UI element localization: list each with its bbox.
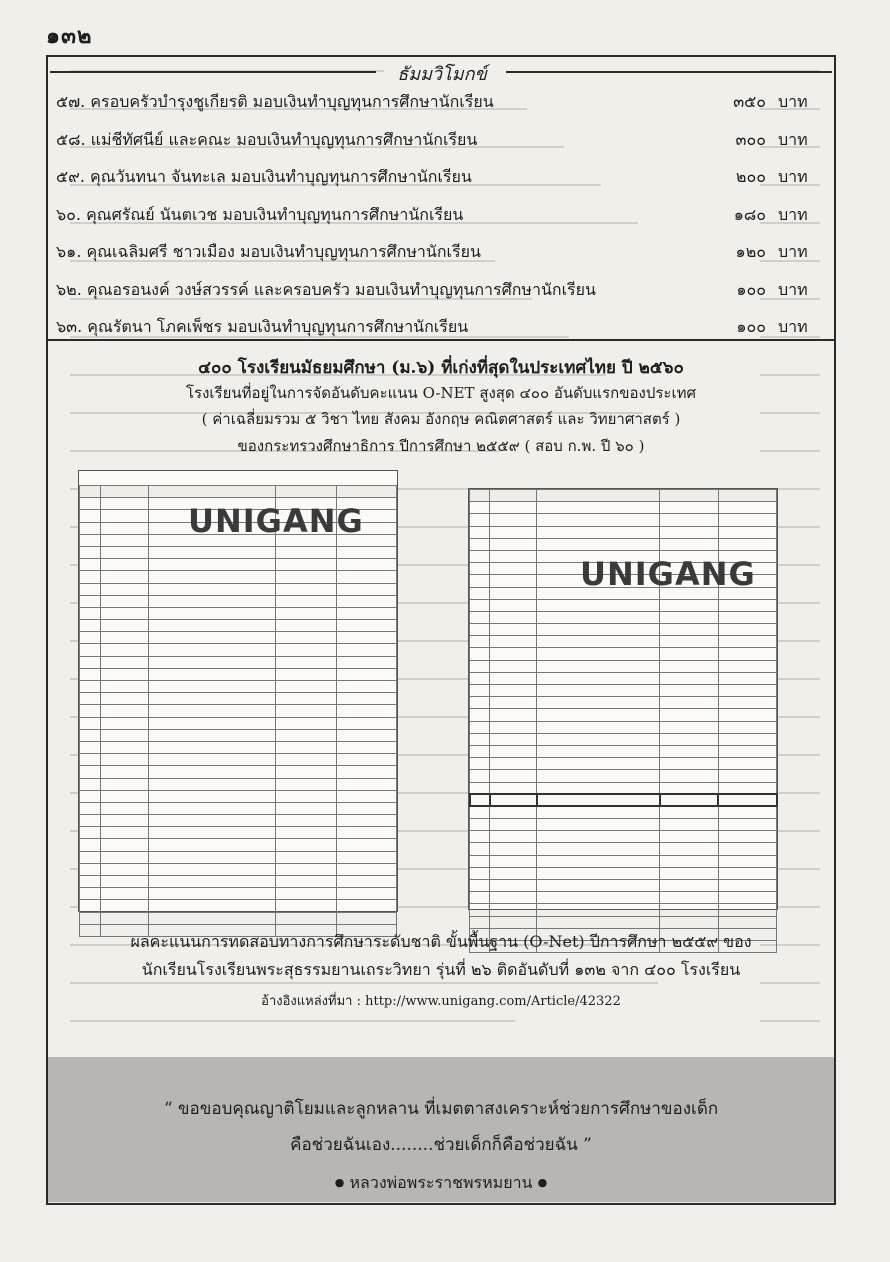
table-row — [80, 717, 397, 729]
table-row — [80, 802, 397, 814]
table-row — [470, 514, 777, 526]
ranking-heading: ๔๐๐ โรงเรียนมัธยมศึกษา (ม.๖) ที่เก่งที่สุดในประเทศไทย ปี ๒๕๖๐ — [198, 358, 684, 378]
table-row — [80, 607, 397, 619]
currency-unit: บาท — [778, 317, 808, 336]
donor-row — [56, 274, 816, 304]
table-row — [470, 770, 777, 782]
table-row — [470, 794, 777, 806]
table-row — [470, 819, 777, 831]
currency-unit: บาท — [778, 279, 808, 299]
table-row — [80, 888, 397, 900]
table-row — [80, 693, 397, 705]
table-row — [470, 502, 777, 514]
table-row — [470, 904, 777, 916]
table-row — [80, 900, 397, 912]
donor-text: ๕๙. คุณวันทนา จันทะเล มอบเงินทำบุญทุนการศึกษานักเรียน — [56, 167, 472, 186]
table-row — [80, 766, 397, 778]
table-row — [470, 782, 777, 794]
table-row — [470, 843, 777, 855]
table-row — [470, 855, 777, 867]
table-row — [470, 611, 777, 623]
donor-text: ๖๑. คุณเฉลิมศรี ชาวเมือง มอบเงินทำบุญทุนการศึกษานักเรียน — [56, 242, 481, 261]
quote-attribution — [48, 1171, 834, 1196]
table-row — [80, 790, 397, 802]
table-row — [80, 912, 397, 924]
result-line-2: นักเรียนโรงเรียนพระสุธรรมยานเถระวิทยา รุ่นที่ ๒๖ ติดอันดับที่ ๑๓๒ จาก ๔๐๐ โรงเรียน — [141, 960, 741, 979]
table-row — [470, 672, 777, 684]
donation-amount: ๑๘๐ — [733, 204, 766, 224]
table-row — [470, 685, 777, 697]
table-row — [470, 880, 777, 892]
donor-text: ๖๓. คุณรัตนา โภคเพ็ชร มอบเงินทำบุญทุนการศึกษานักเรียน — [56, 317, 469, 336]
table-row — [80, 705, 397, 717]
table-row — [470, 867, 777, 879]
table-row — [80, 741, 397, 753]
table-row — [470, 916, 777, 928]
ranking-source-year: ของกระทรวงศึกษาธิการ ปีการศึกษา ๒๕๕๙ ( สอบ ก.พ. ปี ๖๐ ) — [237, 437, 645, 455]
donor-row — [56, 124, 816, 154]
currency-unit: บาท — [778, 92, 808, 111]
donation-amount: ๑๒๐ — [735, 242, 766, 261]
table-row — [80, 876, 397, 888]
header-rule-right — [506, 71, 832, 73]
table-row — [470, 538, 777, 550]
ranking-subheading: โรงเรียนที่อยู่ในการจัดอันดับคะแนน O-NET สูงสุด ๔๐๐ อันดับแรกของประเทศ — [185, 384, 696, 402]
quote-line-1: “ ขอขอบคุณญาติโยมและลูกหลาน ที่เมตตาสงเคราะห์ช่วยการศึกษาของเด็ก — [163, 1099, 719, 1119]
table-row — [80, 571, 397, 583]
table-row — [80, 595, 397, 607]
table-row — [470, 758, 777, 770]
table-row — [470, 599, 777, 611]
table-row — [470, 636, 777, 648]
donor-text: ๕๗. ครอบครัวบำรุงชูเกียรติ มอบเงินทำบุญทุนการศึกษานักเรียน — [56, 92, 494, 111]
donation-amount: ๑๐๐ — [736, 279, 766, 299]
section-divider — [48, 339, 834, 341]
result-line-1: ผลคะแนนการทดสอบทางการศึกษาระดับชาติ ขั้นพื้นฐาน (O-Net) ปีการศึกษา ๒๕๕๙ ของ — [130, 932, 752, 951]
table-row — [470, 624, 777, 636]
table-row — [80, 656, 397, 668]
table-row — [80, 778, 397, 790]
table-row — [470, 660, 777, 672]
donor-row — [56, 199, 816, 229]
header-rule-left — [50, 71, 376, 73]
donation-amount: ๒๐๐ — [735, 167, 766, 186]
currency-unit: บาท — [778, 242, 808, 261]
reference-link[interactable]: อ้างอิงแหล่งที่มา : http://www.unigang.com/Article/42322 — [261, 994, 621, 1009]
attribution-name: หลวงพ่อพระราชพรหมยาน — [349, 1173, 533, 1192]
table-row — [470, 831, 777, 843]
currency-unit: บาท — [778, 204, 808, 224]
section-header — [48, 59, 834, 85]
quote-box — [48, 1057, 834, 1202]
table-row — [470, 745, 777, 757]
ranking-table-right — [468, 488, 778, 910]
donation-amount: ๑๐๐ — [736, 317, 766, 336]
table-row — [470, 709, 777, 721]
table-header-row — [470, 490, 777, 502]
table-row — [80, 839, 397, 851]
table-row — [470, 526, 777, 538]
donation-amount: ๓๕๐ — [733, 92, 766, 111]
donor-row — [56, 161, 816, 191]
table-row — [80, 729, 397, 741]
table-row — [470, 806, 777, 818]
table-row — [80, 632, 397, 644]
table-row — [470, 721, 777, 733]
table-row — [80, 851, 397, 863]
donor-text: ๖๒. คุณอรอนงค์ วงษ์สวรรค์ และครอบครัว มอบเงินทำบุญทุนการศึกษานักเรียน — [56, 279, 596, 299]
table-row — [80, 620, 397, 632]
table-row — [80, 668, 397, 680]
watermark-right: UNIGANG — [580, 555, 756, 593]
table-row — [470, 697, 777, 709]
table-row — [80, 644, 397, 656]
donor-row — [56, 86, 816, 116]
donor-text: ๕๘. แม่ชีทัศนีย์ และคณะ มอบเงินทำบุญทุนการศึกษานักเรียน — [56, 129, 478, 149]
table-row — [470, 892, 777, 904]
currency-unit: บาท — [778, 129, 808, 149]
table-header-row — [80, 486, 397, 498]
table-row — [80, 559, 397, 571]
quote-line-2: คือช่วยฉันเอง........ช่วยเด็กก็คือช่วยฉัน ” — [290, 1135, 592, 1155]
donation-amount: ๓๐๐ — [735, 129, 766, 149]
table-row — [80, 754, 397, 766]
table-row — [80, 681, 397, 693]
donor-text: ๖๐. คุณศรัณย์ นันตเวช มอบเงินทำบุญทุนการศึกษานักเรียน — [56, 204, 464, 224]
donor-row — [56, 236, 816, 266]
ranking-subjects: ( ค่าเฉลี่ยมรวม ๕ วิชา ไทย สังคม อังกฤษ คณิตศาสตร์ และ วิทยาศาสตร์ ) — [201, 410, 681, 428]
section-title: ธัมมวิโมกข์ — [384, 59, 500, 88]
table-row — [80, 815, 397, 827]
currency-unit: บาท — [778, 167, 808, 186]
table-row — [80, 546, 397, 558]
table-row — [80, 827, 397, 839]
table-row — [80, 583, 397, 595]
table-row — [80, 863, 397, 875]
watermark-left: UNIGANG — [188, 502, 364, 540]
page-number: ๑๓๒ — [46, 23, 93, 49]
bullet-icon: ● — [334, 1176, 345, 1189]
ranking-table-left-grid — [79, 485, 397, 937]
table-row — [470, 733, 777, 745]
bullet-icon: ● — [537, 1176, 548, 1189]
donor-row — [56, 311, 816, 341]
table-row — [470, 648, 777, 660]
